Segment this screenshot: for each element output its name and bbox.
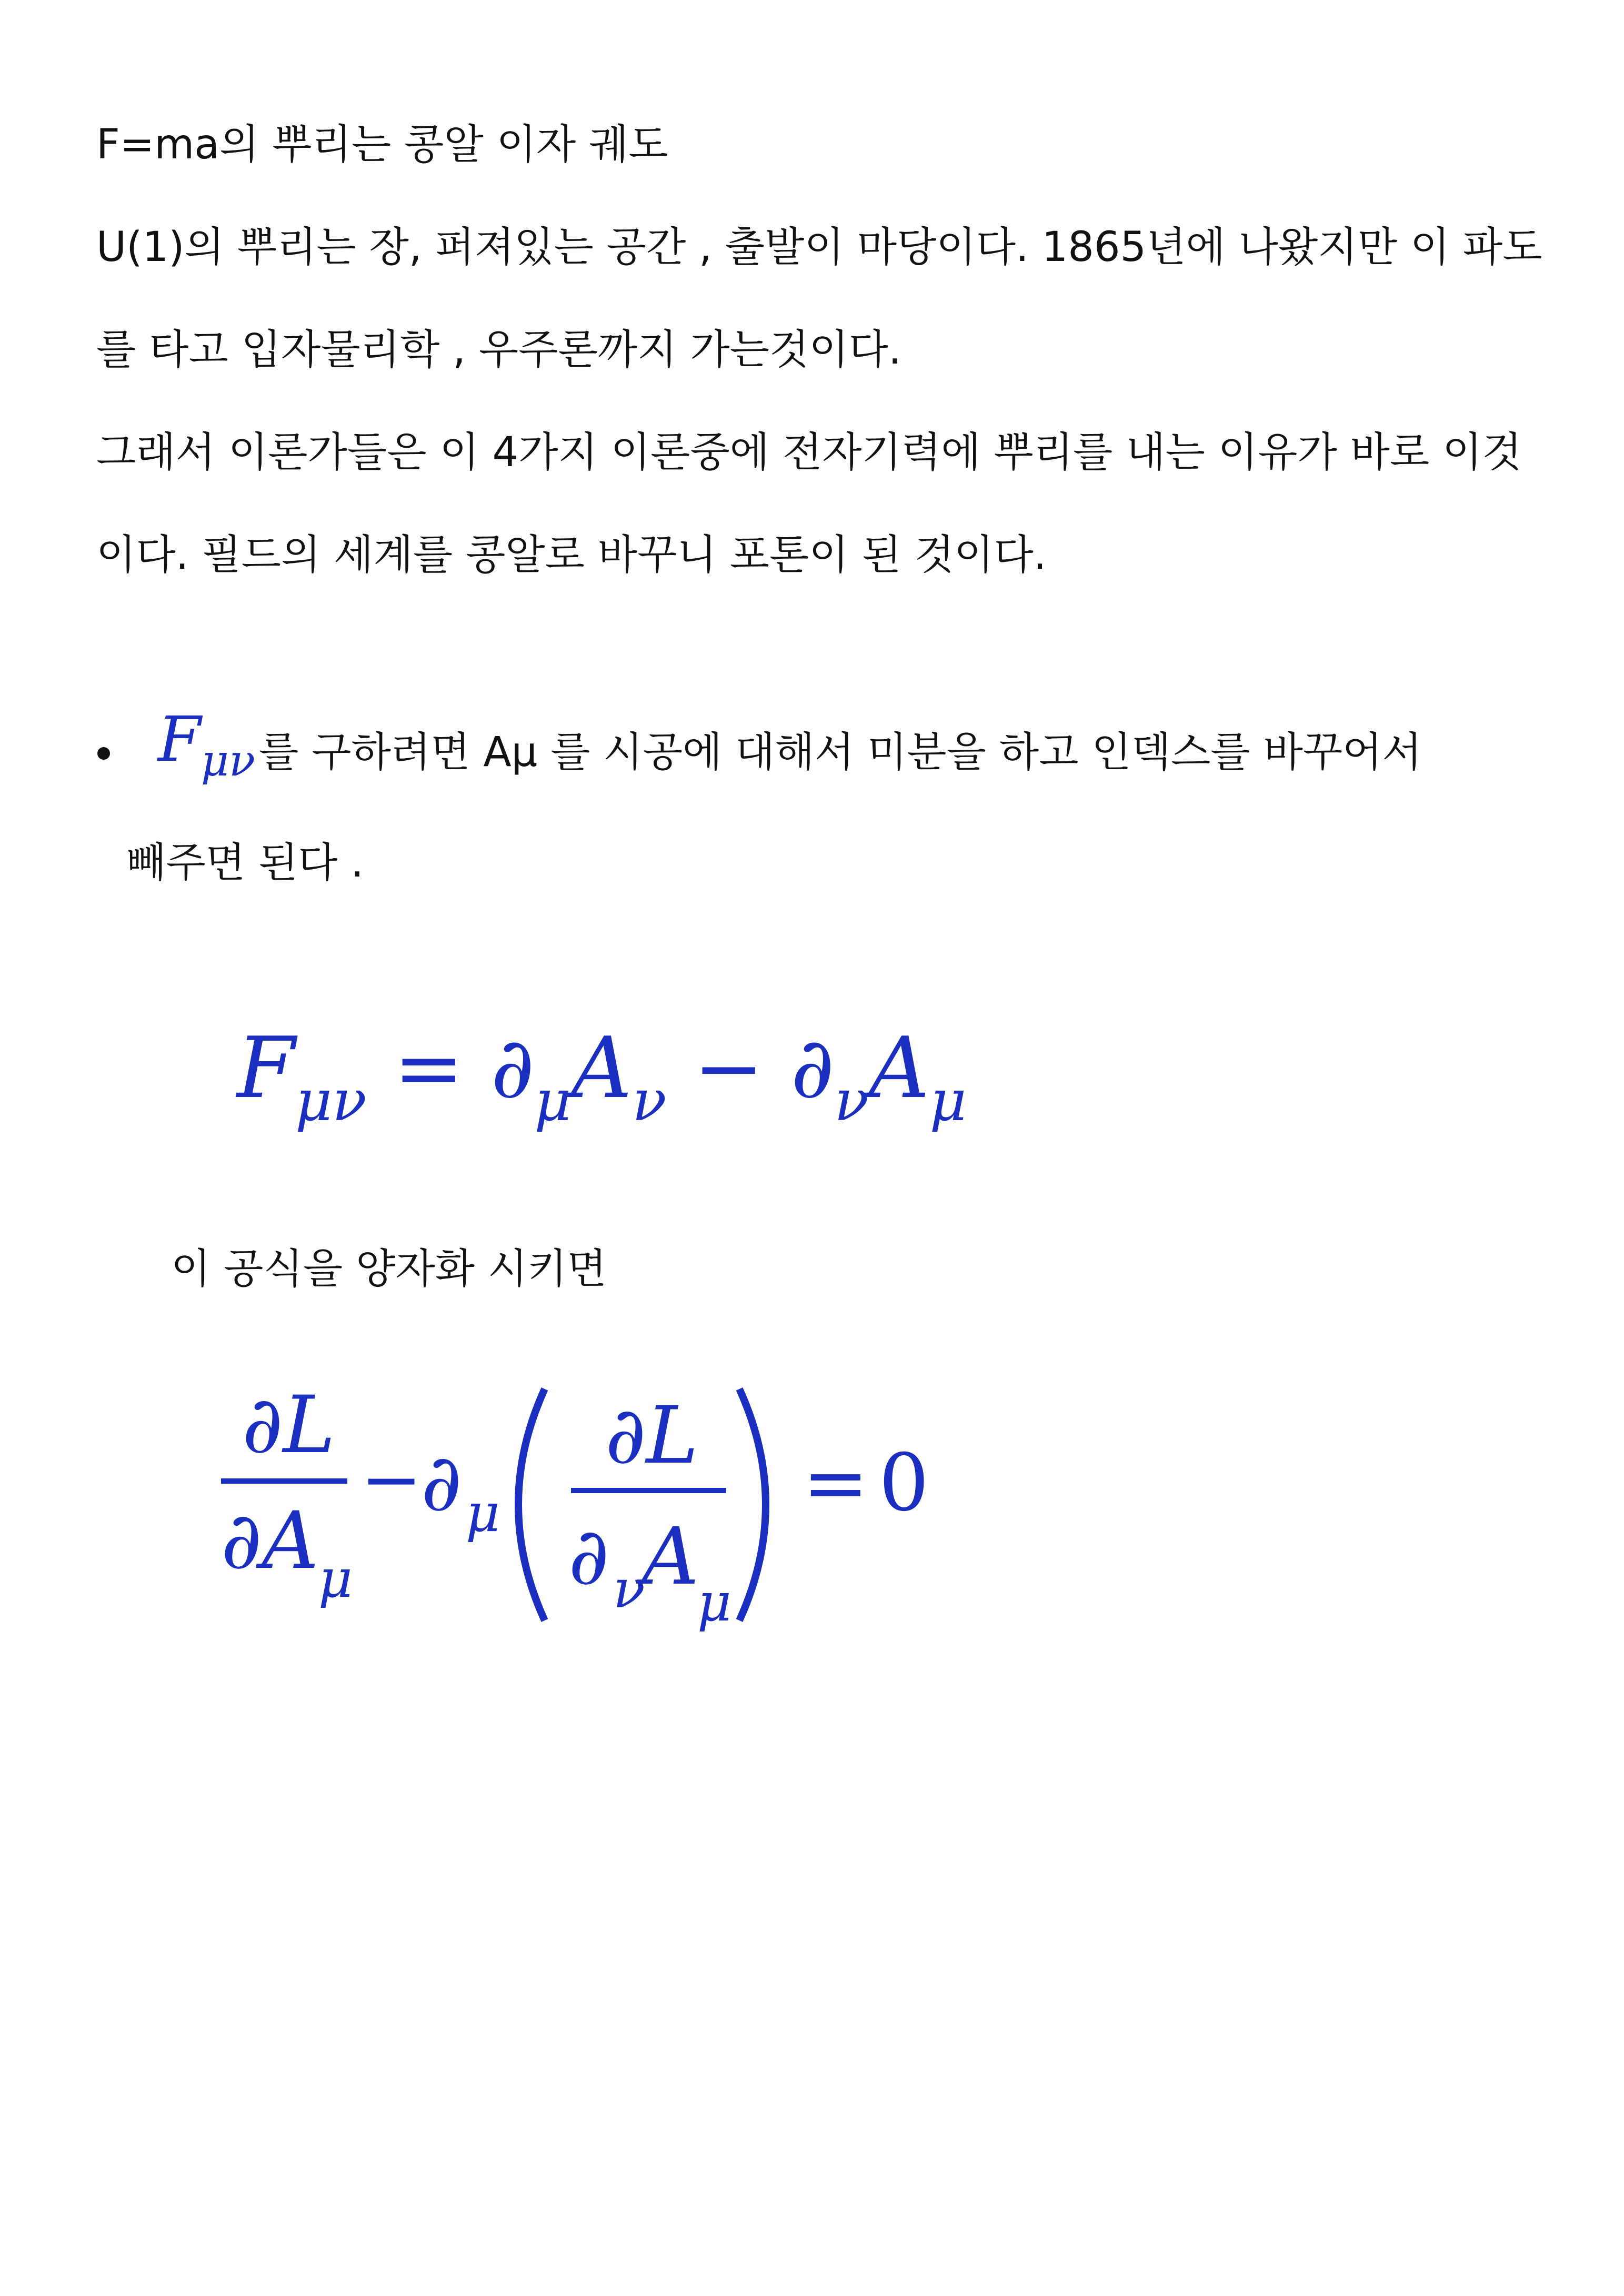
text-line-5: 이다. 필드의 세계를 콩알로 바꾸니 포톤이 된 것이다. bbox=[96, 531, 1047, 579]
text-line-3: 를 타고 입자물리학 , 우주론까지 가는것이다. bbox=[96, 326, 901, 374]
eq2-rhs-zero: 0 bbox=[879, 1437, 929, 1529]
eq1-partial-1-index: μ bbox=[534, 1068, 572, 1134]
eq2-den-2-partial-index: ν bbox=[613, 1558, 645, 1620]
eq1-partial-2-index: ν bbox=[834, 1068, 869, 1134]
eq2-den-2-a: A bbox=[642, 1511, 699, 1603]
eq1-partial-1: ∂ bbox=[490, 1019, 535, 1117]
eq2-den-1-index: μ bbox=[318, 1548, 353, 1609]
eq1-partial-2: ∂ bbox=[790, 1019, 835, 1117]
eq1-a-2-index: μ bbox=[929, 1068, 967, 1134]
inline-field-tensor bbox=[158, 705, 255, 795]
inline-f-index: μν bbox=[201, 736, 256, 786]
eq2-partial-mu-index: μ bbox=[466, 1482, 500, 1544]
eq1-a-1: A bbox=[571, 1019, 633, 1117]
bullet-icon bbox=[97, 747, 110, 760]
euler-lagrange-equation bbox=[200, 1357, 937, 1652]
eq2-den-2-a-index: μ bbox=[697, 1572, 731, 1633]
bullet-text-line-2: 빼주면 된다 . bbox=[126, 839, 364, 887]
quantize-text: 이 공식을 양자화 시키면 bbox=[171, 1245, 607, 1293]
field-strength-equation bbox=[237, 1015, 967, 1154]
eq1-a-2: A bbox=[868, 1019, 930, 1117]
eq2-left-paren bbox=[518, 1389, 545, 1620]
inline-f-symbol: F bbox=[158, 703, 201, 776]
eq2-fraction-bar-1 bbox=[221, 1478, 347, 1484]
eq2-num-2: ∂L bbox=[605, 1390, 699, 1482]
eq2-minus: − bbox=[360, 1437, 423, 1523]
eq2-den-2-partial: ∂ bbox=[568, 1511, 609, 1603]
eq2-num-1: ∂L bbox=[242, 1379, 336, 1471]
text-line-2: U(1)의 뿌리는 장, 퍼져있는 공간 , 출발이 마당이다. 1865년에 나왔지만 이 파도 bbox=[96, 224, 1542, 271]
eq1-a-1-index: ν bbox=[632, 1068, 667, 1134]
eq2-equals: = bbox=[803, 1437, 869, 1529]
eq1-f-index: μν bbox=[295, 1068, 367, 1134]
eq2-fraction-bar-2 bbox=[571, 1488, 726, 1493]
text-line-4: 그래서 이론가들은 이 4가지 이론중에 전자기력에 뿌리를 내는 이유가 바로 이것 bbox=[96, 429, 1522, 476]
eq2-den-1: ∂A bbox=[221, 1495, 319, 1587]
eq1-f: F bbox=[237, 1019, 296, 1117]
text-line-1: F=ma의 뿌리는 콩알 이자 궤도 bbox=[96, 121, 668, 168]
bullet-text-line-1: 를 구하려면 Aμ 를 시공에 대해서 미분을 하고 인덱스를 바꾸어서 bbox=[259, 729, 1422, 776]
eq2-partial-mu: ∂ bbox=[421, 1437, 462, 1529]
eq1-equals: = bbox=[393, 1019, 464, 1117]
eq1-minus: − bbox=[693, 1019, 764, 1117]
eq2-right-paren bbox=[739, 1389, 766, 1620]
